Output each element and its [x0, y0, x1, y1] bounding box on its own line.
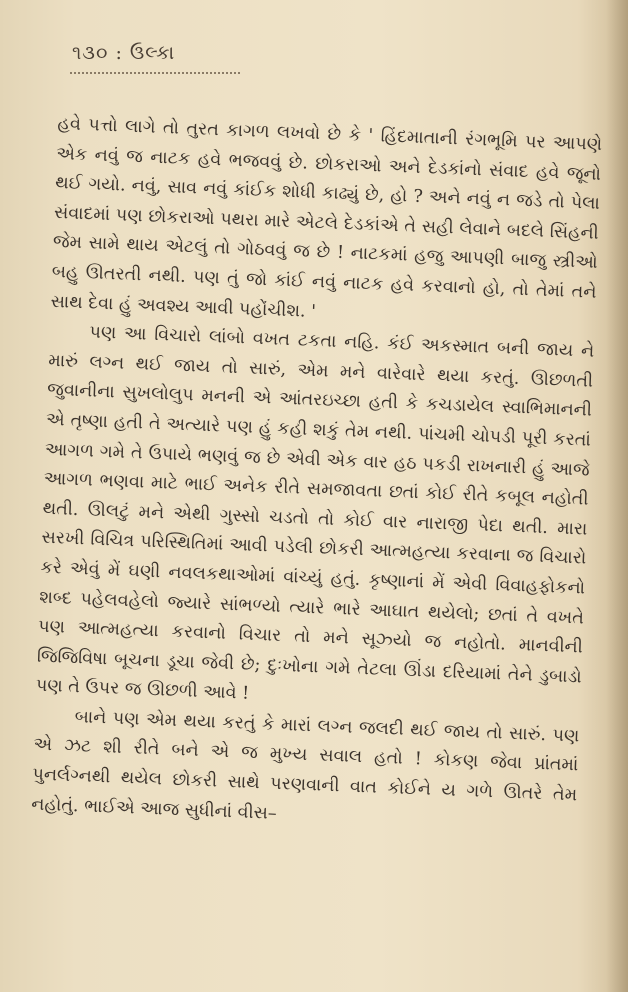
paragraph-3: બાને પણ એમ થયા કરતું કે મારાં લગ્ન જલદી થઈ જાય તો સારું. પણ એ ઝટ શી રીતે બને એ જ મુખ્ય સવાલ હતો ! કોકણ જેવા પ્રાંતમાં પુનર્લગ્નથી થયેલ છોકરી સાથે પરણવાની વાત કોઈને ય ગળે ઊતરે તેમ નહોતું. ભાઈએ આજ સુધીનાં વીસ–	[30, 706, 580, 824]
paragraph-2: પણ આ વિચારો લાંબો વખત ટકતા નહિ. કંઈ અકસ્માત બની જાય ને મારું લગ્ન થઈ જાય તો સારું, એમ મને વારેવારે થયા કરતું. ઊછળતી જુવાનીના સુખલોલુપ મનની એ આંતરઇચ્છા હતી કે કચડાયેલ સ્વાભિમાનની એ તૃષ્ણા હતી તે અત્યારે પણ હું કહી શકું તેમ નથી. પાંચમી ચોપડી પૂરી કરતાં આગળ ગમે તે ઉપાયે ભણવું જ છે એવી એક વાર હઠ પકડી રાખનારી હું આજે આગળ ભણવા માટે ભાઈ અનેક રીતે સમજાવતા છતાં કોઈ રીતે કબૂલ નહોતી થતી. ઊલટું મને એથી ગુસ્સો ચડતો તો કોઈ વાર નારાજી પેદા થતી. મારા સરખી વિચિત્ર પરિસ્થિતિમાં આવી પડેલી છોકરી આત્મહત્યા કરવાના જ વિચારો કરે એવું મેં ઘણી નવલકથાઓમાં વાંચ્યું હતું. કૃષ્ણાનાં મેં એવી વિવાહફોકનો શબ્દ પહેલવહેલો જ્યારે સાંભળ્યો ત્યારે ભારે આઘાત થયેલો; છતાં તે વખતે પણ આત્મહત્યા કરવાનો વિચાર તો મને સૂઝ્યો જ નહોતો. માનવીની જિજિવિષા બૂચના ડૂચા જેવી છે; દુઃખોના ગમે તેટલા ઊંડા દરિયામાં તેને ડુબાડો પણ તે ઉપર જ ઊછળી આવે !	[35, 322, 595, 705]
header-dotted-rule	[70, 72, 240, 74]
spine-shadow	[606, 0, 628, 992]
paragraph-1: હવે પત્તો લાગે તો તુરત કાગળ લખવો છે કે ' હિંદમાતાની રંગભૂમિ પર આપણે એક નવું જ નાટક હવે ભજવવું છે. છોકરાઓ અને દેડકાંનો સંવાદ હવે જૂનો થઈ ગયો. નવું, સાવ નવું કાંઈક શોધી કાઢ્યું છે, હો ? અને નવું ન જડે તો પેલા સંવાદમાં પણ છોકરાઓ પથરા મારે એટલે દેડકાંએ તે સહી લેવાને બદલે સિંહની જેમ સામે થાય એટલું તો ગોઠવવું જ છે ! નાટકમાં હજુ આપણી બાજુ સ્ત્રીઓ બહુ ઊતરતી નથી. પણ તું જો કાંઈ નવું નાટક હવે કરવાનો હો, તો તેમાં તને સાથ દેવા હું અવશ્ય આવી પહોંચીશ. '	[50, 113, 603, 322]
running-head: ૧૩૦ : ઉલ્કા	[72, 42, 176, 64]
body-text	[25, 110, 603, 990]
